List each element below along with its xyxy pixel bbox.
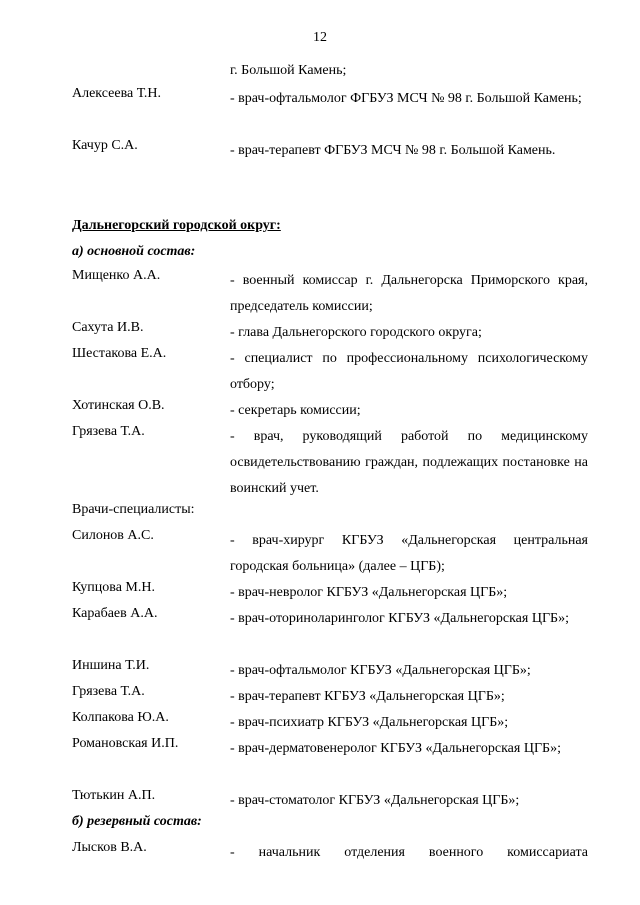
member-name: Колпакова Ю.А. [72,710,169,725]
member-name: Грязева Т.А. [72,684,145,699]
entry-description: - врач-стоматолог КГБУЗ «Дальнегорская ЦГБ»; [230,793,520,808]
entry-description: - врач-оториноларинголог КГБУЗ «Дальнегорская ЦГБ»; [230,611,569,626]
member-name: Иншина Т.И. [72,658,150,673]
entry-description: - врач-дерматовенеролог КГБУЗ «Дальнегорская ЦГБ»; [230,741,561,756]
entry-description: г. Большой Камень; [230,63,347,78]
member-name: Шестакова Е.А. [72,346,167,361]
entry-description: - секретарь комиссии; [230,403,361,418]
reserve-composition-label: б) резервный состав: [72,814,202,829]
main-composition-label: а) основной состав: [72,244,196,259]
entry-description: - врач-терапевт КГБУЗ «Дальнегорская ЦГБ»; [230,689,505,704]
section-title: Дальнегорский городской округ: [72,218,281,233]
member-name: Романовская И.П. [72,736,179,751]
entry-description: - врач-терапевт ФГБУЗ МСЧ № 98 г. Большой Камень. [230,143,556,158]
entry-description: - врач-офтальмолог КГБУЗ «Дальнегорская ЦГБ»; [230,663,531,678]
entry-description: - начальник отделения военного комиссариата [230,845,588,860]
member-name: Грязева Т.А. [72,424,145,439]
member-name: Силонов А.С. [72,528,154,543]
member-name: Карабаев А.А. [72,606,158,621]
entry-description: - специалист по профессиональному психологическому отбору; [230,351,588,392]
specialists-label: Врачи-специалисты: [72,502,195,517]
member-name: Алексеева Т.Н. [72,86,161,101]
entry-description: - врач, руководящий работой по медицинскому освидетельствованию граждан, подлежащих постановке на воинский учет. [230,429,588,496]
entry-description: - врач-хирург КГБУЗ «Дальнегорская центральная городская больница» (далее – ЦГБ); [230,533,588,574]
entry-description: - врач-офтальмолог ФГБУЗ МСЧ № 98 г. Большой Камень; [230,91,582,106]
member-name: Купцова М.Н. [72,580,155,595]
member-name: Лысков В.А. [72,840,147,855]
entry-description: - глава Дальнегорского городского округа; [230,325,482,340]
member-name: Мищенко А.А. [72,268,161,283]
member-name: Сахута И.В. [72,320,144,335]
entry-description: - врач-невролог КГБУЗ «Дальнегорская ЦГБ»; [230,585,508,600]
member-name: Качур С.А. [72,138,138,153]
page-number: 12 [313,30,327,45]
entry-description: - врач-психиатр КГБУЗ «Дальнегорская ЦГБ»; [230,715,509,730]
entry-description: - военный комиссар г. Дальнегорска Приморского края, председатель комиссии; [230,273,588,314]
member-name: Тютькин А.П. [72,788,156,803]
member-name: Хотинская О.В. [72,398,165,413]
